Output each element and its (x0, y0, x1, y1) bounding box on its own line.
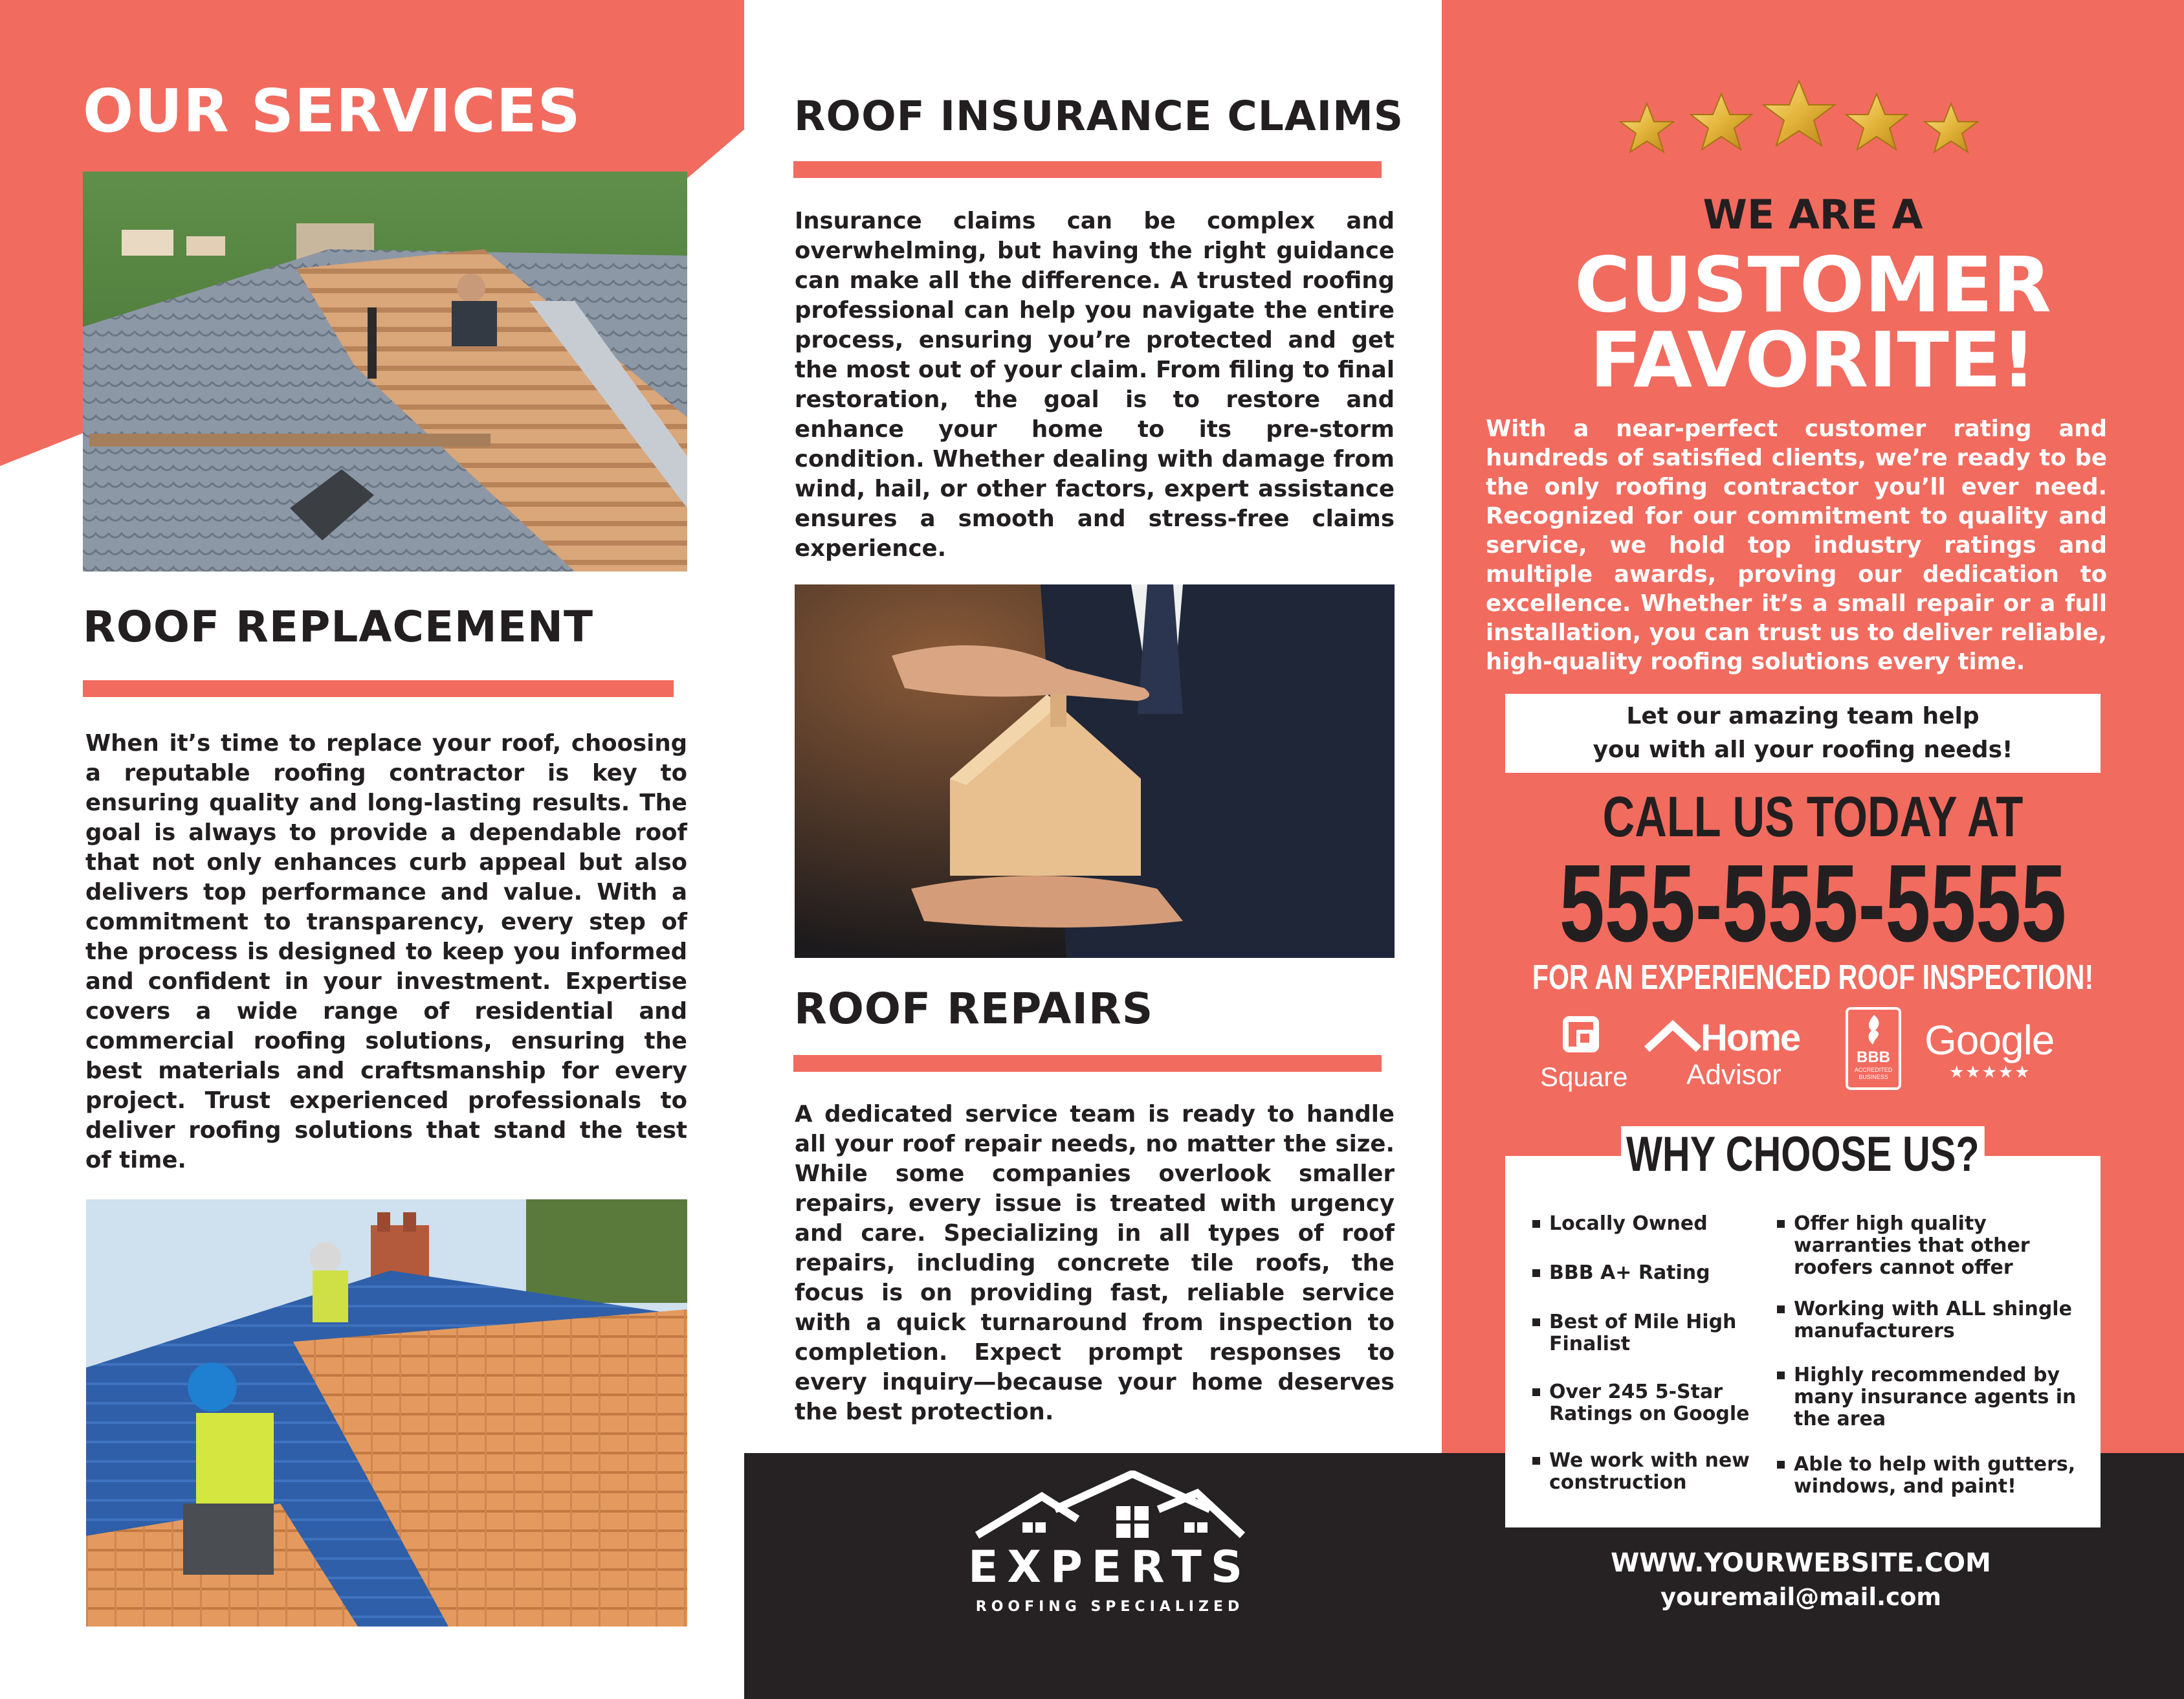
replacement-accent-bar (83, 680, 674, 697)
why-choose-us-heading: WHY CHOOSE US? (1621, 1126, 1984, 1183)
we-are-a-heading: WE ARE A (1703, 191, 1923, 238)
website-link[interactable]: WWW.YOURWEBSITE.COM (1611, 1548, 1991, 1578)
claims-accent-bar (793, 161, 1382, 178)
square-label: Square (1540, 1061, 1628, 1092)
roof-replacement-title: ROOF REPLACEMENT (83, 602, 594, 652)
insurance-claims-title: ROOF INSURANCE CLAIMS (794, 93, 1404, 140)
logo-name: EXPERTS (968, 1542, 1252, 1593)
google-badge (1922, 1016, 2071, 1087)
experts-logo-houses-icon (964, 1471, 1255, 1548)
why-item: Able to help with gutters, windows, and paint! (1776, 1454, 2086, 1498)
why-item: We work with new construction (1531, 1450, 1770, 1494)
why-item: Locally Owned (1531, 1213, 1770, 1235)
phone-number[interactable]: 555-555-5555 (1559, 842, 2067, 965)
bbb-label: BBB (1857, 1049, 1890, 1066)
help-box (1505, 694, 2101, 773)
square-badge (1537, 1010, 1640, 1094)
logo-tagline: ROOFING SPECIALIZED (975, 1599, 1244, 1615)
five-stars-icon (1618, 71, 1980, 168)
repairs-accent-bar (793, 1055, 1382, 1072)
email-link[interactable]: youremail@mail.com (1660, 1583, 1941, 1611)
square-icon (1563, 1016, 1599, 1052)
bbb-sub-label: ACCREDITED BUSINESS (1854, 1067, 1893, 1080)
call-us-block (1442, 784, 2184, 997)
why-item: Working with ALL shingle manufacturers (1776, 1298, 2086, 1342)
help-line-1: Let our amazing team help (1626, 703, 1980, 729)
services-title: OUR SERVICES (83, 76, 581, 146)
customer-heading: CUSTOMER (1574, 240, 2052, 329)
why-item: Highly recommended by many insurance agents in the area (1776, 1364, 2086, 1430)
google-stars-icon: ★★★★★ (1949, 1063, 2031, 1082)
advisor-label: Advisor (1686, 1059, 1781, 1091)
why-item: Over 245 5-Star Ratings on Google (1531, 1381, 1770, 1425)
home-advisor-badge (1644, 1016, 1825, 1094)
why-list-right (1776, 1213, 2086, 1498)
why-choose-us-box (1505, 1127, 2101, 1527)
home-roof-icon (1644, 1020, 1702, 1059)
why-item: Best of Mile High Finalist (1531, 1311, 1770, 1355)
roof-repairs-text: A dedicated service team is ready to handle all your roof repair needs, no matter the size. While some companies overlook smaller repairs, every issue is treated with urgency and care. Specializing in all types of roof repairs, including concrete tile roofs, the focus is on providing fast, reliable service with a quick turnaround from inspection to completion. Expect prompt responses to every inquiry—because your home deserves the best protection. (795, 1101, 1395, 1425)
why-choose-us-heading-wrap (1505, 1126, 2101, 1183)
bbb-badge (1846, 1007, 1901, 1090)
roof-tiling-photo (83, 172, 687, 572)
google-label: Google (1925, 1017, 2055, 1063)
roofers-working-photo (86, 1199, 687, 1627)
house-protection-photo (795, 584, 1395, 958)
why-list-left (1531, 1213, 1770, 1494)
favorite-heading: FAVORITE! (1589, 315, 2036, 405)
bbb-torch-icon (1860, 1014, 1888, 1046)
home-label: Home (1701, 1017, 1800, 1059)
roof-replacement-text: When it’s time to replace your roof, choosing a reputable roofing contractor is key to ensuring quality and long-lasting results. The goal is always to provide a dependable roof that not only enhances curb appeal but also delivers top performance and value. With a commitment to transparency, every step of the process is designed to keep you informed and confident in your investment. Expertise covers a wide range of residential and commercial roofing solutions, ensuring the best materials and craftsmanship for every project. Trust experienced professionals to deliver roofing solutions that stand the test of time. (85, 730, 687, 1173)
why-item: BBB A+ Rating (1531, 1262, 1770, 1284)
roof-repairs-title: ROOF REPAIRS (794, 984, 1154, 1034)
help-line-2: you with all your roofing needs! (1593, 737, 2013, 763)
customer-favorite-text: With a near-perfect customer rating and hundreds of satisfied clients, we’re ready to be the only roofing contractor you’ll ever need. Recognized for our commitment to quality and service, we hold top industry ratings and multiple awards, proving our dedication to excellence. Whether it’s a small repair or a full installation, you can trust us to deliver reliable, high-quality roofing solutions every time. (1486, 416, 2107, 675)
call-us-heading: CALL US TODAY AT (1602, 784, 2024, 849)
inspection-line: FOR AN EXPERIENCED ROOF INSPECTION! (1532, 958, 2094, 997)
insurance-claims-text: Insurance claims can be complex and overwhelming, but having the right guidance can make all the difference. A trusted roofing professional can help you navigate the entire process, ensuring you’re protected and get the most out of your claim. From filing to final restoration, the goal is to restore and enhance your home to its pre-storm condition. Whether dealing with damage from wind, hail, or other factors, expert assistance ensures a smooth and stress-free claims experience. (795, 208, 1395, 562)
why-item: Offer high quality warranties that other roofers cannot offer (1776, 1213, 2086, 1279)
